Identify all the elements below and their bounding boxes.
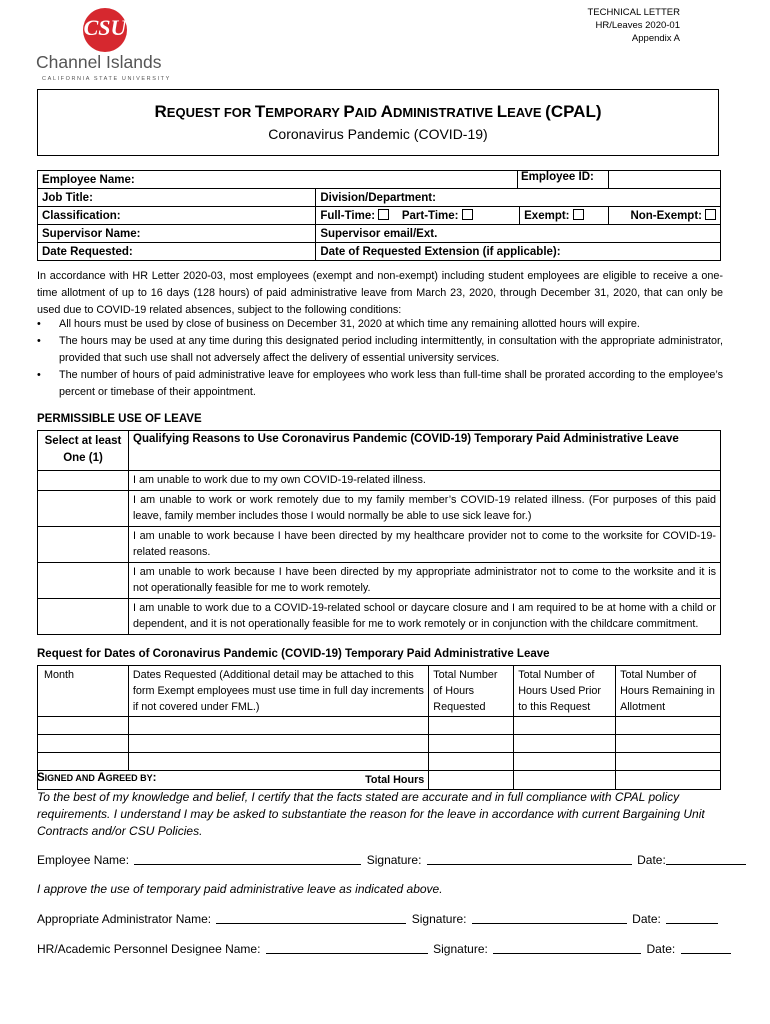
university-logo <box>36 8 176 88</box>
month-input[interactable] <box>38 717 129 735</box>
part-time-label: Part-Time: <box>401 210 459 222</box>
non-exempt-label: Non-Exempt: <box>630 210 702 222</box>
hours-remaining-input[interactable] <box>616 735 721 753</box>
table-row <box>38 717 721 735</box>
table-row <box>38 598 721 634</box>
hours-remaining-input[interactable] <box>616 717 721 735</box>
hours-used-input[interactable] <box>514 735 616 753</box>
employee-id-field[interactable] <box>609 171 721 189</box>
list-item: • All hours must be used by close of business on December 31, 2020 at which time any remaining allotted hours will expire. <box>37 316 723 333</box>
reason-text: I am unable to work or work remotely due to my family member’s COVID-19 related illness. (For purposes of this paid leave, family member includes those I would normally be able to use sick leave for.) <box>129 490 721 526</box>
certification-text: To the best of my knowledge and belief, I certify that the facts stated are accurate and in full compliance with CPAL policy requirements. I understand I may be asked to substantiate the reason for the leave in accordance with current Bargaining Unit Contracts and/or CSU Policies. <box>37 790 705 838</box>
reason-select-cell[interactable] <box>38 562 129 598</box>
employee-id-divider <box>517 171 518 188</box>
dates-input[interactable] <box>128 717 428 735</box>
job-title-field[interactable]: Job Title: <box>38 189 316 207</box>
reason-select-cell[interactable] <box>38 490 129 526</box>
classification-field[interactable]: Classification: <box>38 207 316 225</box>
reason-text: I am unable to work because I have been directed by my healthcare provider not to come to the worksite for COVID-19-related reasons. <box>129 526 721 562</box>
total-remaining-input[interactable] <box>616 771 721 790</box>
form-title: REQUEST FOR TEMPORARY PAID ADMINISTRATIVE LEAVE (CPAL) <box>154 102 602 121</box>
reason-select-cell[interactable] <box>38 526 129 562</box>
part-time-checkbox[interactable] <box>462 209 473 220</box>
reason-text: I am unable to work due to my own COVID-19-related illness. <box>129 471 721 491</box>
hours-remaining-input[interactable] <box>616 753 721 771</box>
supervisor-email-field[interactable]: Supervisor email/Ext. <box>316 225 721 243</box>
table-row <box>38 490 721 526</box>
administrator-signature-row <box>37 912 720 926</box>
hours-requested-input[interactable] <box>429 753 514 771</box>
bullet-icon: • <box>37 318 41 330</box>
document-reference <box>587 6 680 45</box>
exempt-cell <box>520 207 609 225</box>
hr-signature-line[interactable] <box>493 942 641 954</box>
hours-requested-header: Total Number of Hours Requested <box>429 666 514 717</box>
dates-input[interactable] <box>128 753 428 771</box>
date-extension-field[interactable]: Date of Requested Extension (if applicable): <box>316 243 721 261</box>
admin-name-label: Appropriate Administrator Name: <box>37 912 212 926</box>
employee-date-line[interactable] <box>666 853 746 865</box>
hours-used-input[interactable] <box>514 717 616 735</box>
employee-signature-row <box>37 853 748 867</box>
date-label: Date: <box>632 912 661 926</box>
reason-select-cell[interactable] <box>38 598 129 634</box>
exempt-checkbox[interactable] <box>573 209 584 220</box>
reference-line-3: Appendix A <box>631 33 680 44</box>
hours-remaining-header: Total Number of Hours Remaining in Allotment <box>616 666 721 717</box>
reasons-column-header: Qualifying Reasons to Use Coronavirus Pandemic (COVID-19) Temporary Paid Administrative Leave <box>129 431 721 471</box>
table-row <box>38 471 721 491</box>
exempt-label: Exempt: <box>524 210 570 222</box>
admin-signature-line[interactable] <box>472 912 627 924</box>
full-time-label: Full-Time: <box>320 210 376 222</box>
intro-paragraph: In accordance with HR Letter 2020-03, most employees (exempt and non-exempt) including student employees are eligible to receive a one-time allotment of up to 16 days (128 hours) of paid administrative leave from March 23, 2020, through December 31, 2020, that can only be used due to COVID-19 related absences, subject to the following conditions: <box>37 270 723 316</box>
employee-name-line[interactable] <box>134 853 361 865</box>
total-used-input[interactable] <box>514 771 616 790</box>
csu-seal-icon <box>83 8 127 52</box>
hr-name-label: HR/Academic Personnel Designee Name: <box>37 942 261 956</box>
non-exempt-cell <box>609 207 721 225</box>
list-item: • The hours may be used at any time during this designated period including intermittently, in consultation with the appropriate administrator, provided that such use shall not adversely affect the delivery of essential university services. <box>37 335 723 364</box>
logo-initials: CSU <box>83 15 127 40</box>
total-hours-label: Total Hours <box>38 771 429 790</box>
employment-status-cell <box>316 207 520 225</box>
select-column-header: Select at least One (1) <box>38 431 129 471</box>
bullet-icon: • <box>37 335 41 347</box>
employee-name-field[interactable]: Employee Name: <box>38 171 609 189</box>
date-label: Date: <box>637 853 666 867</box>
dates-input[interactable] <box>128 735 428 753</box>
table-row <box>38 735 721 753</box>
approval-statement: I approve the use of temporary paid administrative leave as indicated above. <box>37 882 443 896</box>
table-row <box>38 562 721 598</box>
logo-subtitle: CALIFORNIA STATE UNIVERSITY <box>42 76 171 82</box>
reason-select-cell[interactable] <box>38 471 129 491</box>
month-input[interactable] <box>38 753 129 771</box>
signature-label: Signature: <box>366 853 422 867</box>
bullet-icon: • <box>37 369 41 381</box>
supervisor-name-field[interactable]: Supervisor Name: <box>38 225 316 243</box>
qualifying-reasons-table <box>37 430 721 635</box>
division-field[interactable]: Division/Department: <box>316 189 721 207</box>
reference-line-2: HR/Leaves 2020-01 <box>595 20 680 31</box>
hr-signature-row <box>37 942 733 956</box>
dates-column-header: Dates Requested (Additional detail may be attached to this form Exempt employees must use time in full day increments if not covered under FML.) <box>128 666 428 717</box>
signed-heading: SIGNED AND AGREED BY: <box>37 772 157 784</box>
table-row <box>38 753 721 771</box>
employee-id-label: Employee ID: <box>521 171 594 183</box>
hours-used-header: Total Number of Hours Used Prior to this Request <box>514 666 616 717</box>
conditions-list <box>37 316 723 401</box>
month-input[interactable] <box>38 735 129 753</box>
full-time-checkbox[interactable] <box>378 209 389 220</box>
permissible-use-heading: PERMISSIBLE USE OF LEAVE <box>37 413 202 425</box>
hours-used-input[interactable] <box>514 753 616 771</box>
form-subtitle: Coronavirus Pandemic (COVID-19) <box>268 126 488 142</box>
date-label: Date: <box>646 942 676 956</box>
dates-heading: Request for Dates of Coronavirus Pandemic (COVID-19) Temporary Paid Administrative Leave <box>37 648 550 660</box>
hr-name-line[interactable] <box>266 942 428 954</box>
hr-date-line[interactable] <box>681 942 731 954</box>
table-row <box>38 526 721 562</box>
form-title-box <box>37 89 719 156</box>
admin-name-line[interactable] <box>216 912 406 924</box>
hours-requested-input[interactable] <box>429 735 514 753</box>
reference-line-1: TECHNICAL LETTER <box>587 7 680 18</box>
employee-signature-line[interactable] <box>427 853 632 865</box>
hours-requested-input[interactable] <box>429 717 514 735</box>
logo-name: Channel Islands <box>36 52 162 72</box>
employee-name-label: Employee Name: <box>37 853 130 867</box>
reason-text: I am unable to work due to a COVID-19-related school or daycare closure and I am required to be at home with a child or dependent, and it is not operationally feasible for me to work remotely or in conjunction with the childcare commitment. <box>129 598 721 634</box>
employee-info-table <box>37 170 721 261</box>
total-hours-input[interactable] <box>429 771 514 790</box>
month-column-header: Month <box>38 666 129 717</box>
signature-label: Signature: <box>411 912 467 926</box>
non-exempt-checkbox[interactable] <box>705 209 716 220</box>
reason-text: I am unable to work because I have been directed by my appropriate administrator not to come to the worksite and it is not operationally feasible for me to work remotely. <box>129 562 721 598</box>
list-item: • The number of hours of paid administrative leave for employees who work less than full-time shall be prorated according to the employee’s percent or timebase of their appointment. <box>37 369 723 398</box>
date-requested-field[interactable]: Date Requested: <box>38 243 316 261</box>
signature-label: Signature: <box>433 942 488 956</box>
admin-date-line[interactable] <box>666 912 718 924</box>
